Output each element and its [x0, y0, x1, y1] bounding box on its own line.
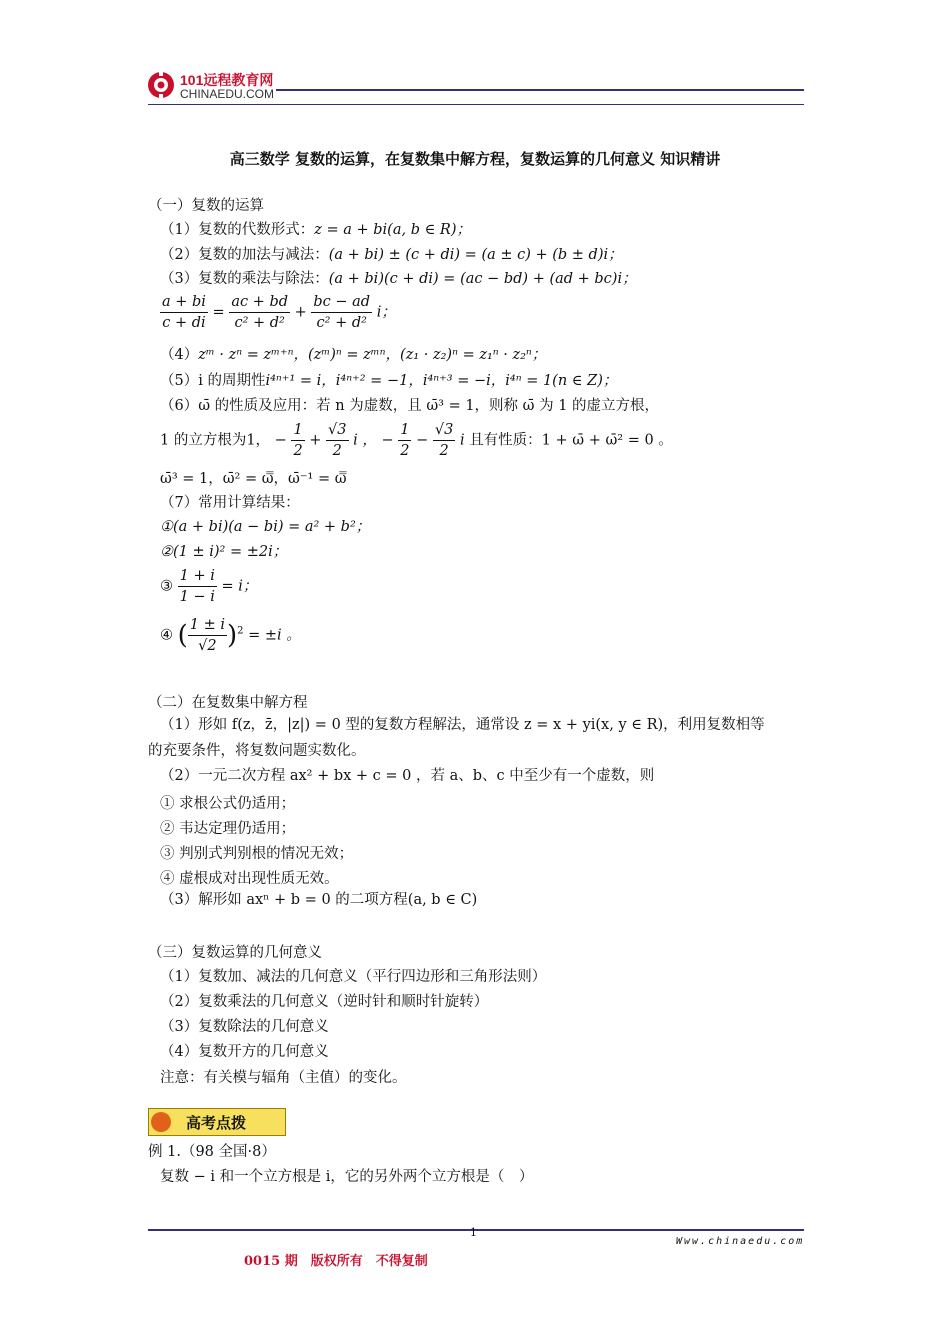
list-item: （4）复数开方的几何意义: [160, 1044, 329, 1060]
header-rule: [276, 89, 804, 91]
list-item: ② 韦达定理仍适用；: [160, 821, 296, 837]
division-formula: $\frac{a + bi}{c + di}$ = $\frac{ac + bd}{\text{c² + d²}}$ + $\frac{bc - ad}{\text{c² + d²}}$ i；: [162, 294, 396, 331]
footer-site: Www.chinaedu.com: [676, 1236, 805, 1247]
list-item: （3）复数除法的几何意义: [160, 1019, 329, 1035]
formula-line: ω̄³ = 1，ω̄² = ω̿，ω̄⁻¹ = ω̿: [160, 471, 347, 487]
formula-line: （2）复数的加法与减法：(a + bi) ± (c + di) = (a ± c) + (b ± d)i；: [160, 247, 623, 263]
example-question: 复数 − i 和一个立方根是 i，它的另外两个立方根是（ ）: [160, 1169, 534, 1185]
chinaedu-logo-icon: [146, 70, 176, 100]
result-item: ④ ( $\frac{1 \pm i}{√2}$ )$^2$ = ±i 。: [160, 617, 301, 654]
list-item: ① 求根公式仍适用；: [160, 796, 296, 812]
section-heading: （二）在复数集中解方程: [148, 695, 308, 711]
section-heading: （三）复数运算的几何意义: [148, 945, 322, 961]
formula-line: （5）i 的周期性i⁴ⁿ⁺¹ = i，i⁴ⁿ⁺² = −1，i⁴ⁿ⁺³ = −i，i⁴ⁿ = 1(n ∈ Z)；: [160, 373, 618, 389]
result-item: ①(a + bi)(a − bi) = a² + b²；: [160, 519, 371, 535]
result-item: ②(1 ± i)² = ±2i；: [160, 544, 288, 560]
logo-text: 101远程教育网: [180, 72, 274, 88]
cube-roots-line: 1 的立方根为1， − $\frac{1}{2}$ + $\frac{√3}{2}$ i ， − $\frac{1}{2}$ − $\frac{√3}{2}$ i 且有性质：1 + ω̄ + ω̄² = 0 。: [160, 422, 673, 459]
formula-line: （3）复数的乘法与除法：(a + bi)(c + di) = (ac − bd) + (ad + bc)i；: [160, 271, 637, 287]
page-title: 高三数学 复数的运算，在复数集中解方程，复数运算的几何意义 知识精讲: [229, 150, 721, 168]
paragraph: （3）解形如 axⁿ + b = 0 的二项方程(a, b ∈ C): [160, 892, 478, 908]
list-item: （2）复数乘法的几何意义（逆时针和顺时针旋转）: [160, 994, 489, 1010]
paragraph: （2）一元二次方程 ax² + bx + c = 0 ，若 a、b、c 中至少有一个虚数，则: [160, 768, 655, 784]
list-item: （1）复数加、减法的几何意义（平行四边形和三角形法则）: [160, 969, 547, 985]
badge-dot-icon: [151, 1112, 171, 1132]
note: 注意：有关模与辐角（主值）的变化。: [160, 1070, 407, 1086]
formula-line: （1）复数的代数形式：z = a + bi(a, b ∈ R)；: [160, 222, 472, 238]
result-item: ③ $\frac{1 + i}{1 - i}$ = i；: [160, 568, 258, 605]
paragraph: 的充要条件，将复数问题实数化。: [148, 743, 366, 759]
paragraph: （1）形如 f(z，z̄，|z|) = 0 型的复数方程解法，通常设 z = x + yi(x, y ∈ R)，利用复数相等: [160, 717, 765, 733]
formula-line: （6）ω̄ 的性质及应用：若 n 为虚数，且 ω̄³ = 1，则称 ω̄ 为 1 的虚立方根，: [160, 398, 660, 414]
example-label: 例 1.（98 全国·8）: [148, 1144, 276, 1160]
copyright-notice: 0015 期 版权所有 不得复制: [244, 1254, 428, 1269]
list-item: ③ 判别式判别根的情况无效；: [160, 846, 354, 862]
formula-line: （4）zᵐ · zⁿ = zᵐ⁺ⁿ，(zᵐ)ⁿ = zᵐⁿ，(z₁ · z₂)ⁿ = z₁ⁿ · z₂ⁿ；: [160, 347, 547, 363]
section-heading: （一）复数的运算: [148, 198, 264, 214]
logo-domain: CHINAEDU.COM: [180, 87, 275, 101]
list-item: ④ 虚根成对出现性质无效。: [160, 871, 339, 887]
badge-label: 高考点拨: [186, 1115, 247, 1132]
header-rule-thin: [148, 104, 804, 105]
page-number: 1: [470, 1226, 477, 1239]
formula-line: （7）常用计算结果：: [160, 495, 300, 511]
